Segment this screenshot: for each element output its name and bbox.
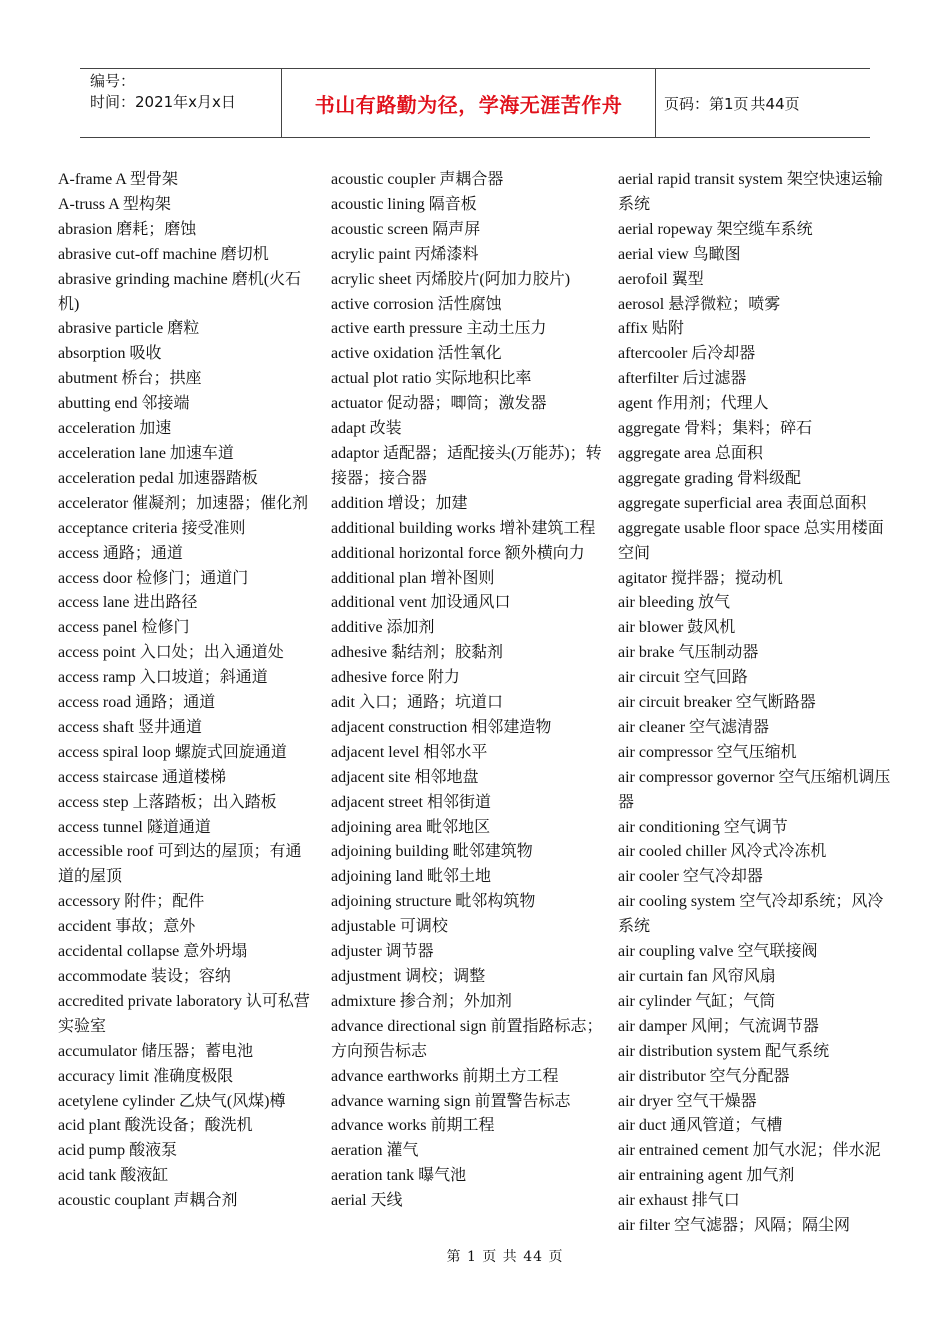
glossary-entry: adjacent level 相邻水平 xyxy=(331,743,488,761)
glossary-entry: agent 作用剂；代理人 xyxy=(618,395,769,413)
glossary-column-3 xyxy=(618,168,894,1239)
glossary-entry: abrasive particle 磨粒 xyxy=(58,320,200,338)
glossary-entry: adjoining area 毗邻地区 xyxy=(331,818,491,836)
glossary-entry: access door 检修门；通道门 xyxy=(58,569,249,587)
header-meta xyxy=(80,69,282,137)
glossary-entry: air duct 通风管道；气槽 xyxy=(618,1117,783,1135)
glossary-entry: acrylic paint 丙烯漆料 xyxy=(331,245,479,263)
glossary-entry: additional building works 增补建筑工程 xyxy=(331,519,596,537)
glossary-entry: aggregate area 总面积 xyxy=(618,444,763,462)
glossary-entry: accommodate 装设；容纳 xyxy=(58,968,231,985)
glossary-entry: access spiral loop 螺旋式回旋通道 xyxy=(58,743,287,761)
glossary-entry: adjoining building 毗邻建筑物 xyxy=(331,843,533,861)
glossary-entry: additive 添加剂 xyxy=(331,619,435,637)
glossary-entry: air filter 空气滤器；风隔；隔尘网 xyxy=(618,1217,850,1235)
glossary-entry: admixture 掺合剂；外加剂 xyxy=(331,992,512,1010)
glossary-entry: air compressor 空气压缩机 xyxy=(618,743,797,761)
glossary-entry: active earth pressure 主动土压力 xyxy=(331,320,547,338)
glossary-column-2 xyxy=(331,168,609,1214)
glossary-entry: acceleration pedal 加速器踏板 xyxy=(58,469,258,487)
glossary-entry: accuracy limit 准确度极限 xyxy=(58,1067,234,1085)
glossary-entry: air exhaust 排气口 xyxy=(618,1192,740,1210)
glossary-entry: acid plant 酸洗设备；酸洗机 xyxy=(58,1117,253,1135)
glossary-entry: A-frame A 型骨架 xyxy=(58,171,178,188)
glossary-entry: affix 贴附 xyxy=(618,320,684,338)
glossary-entry: accessible roof 可到达的屋顶；有通道的屋顶 xyxy=(58,843,302,886)
glossary-entry: access lane 进出路径 xyxy=(58,594,198,612)
glossary-entry: air cooler 空气冷却器 xyxy=(618,868,763,886)
glossary-entry: adjacent construction 相邻建造物 xyxy=(331,718,552,736)
glossary-entry: adjustment 调校；调整 xyxy=(331,968,486,985)
glossary-entry: access tunnel 隧道通道 xyxy=(58,818,211,836)
total-pages-label: 共44页 xyxy=(750,94,800,113)
glossary-entry: abutment 桥台；拱座 xyxy=(58,370,202,388)
glossary-entry: air bleeding 放气 xyxy=(618,594,730,612)
glossary-entry: aggregate usable floor space 总实用楼面空间 xyxy=(618,519,884,562)
glossary-entry: access road 通路；通道 xyxy=(58,694,216,712)
glossary-entry: air entraining agent 加气剂 xyxy=(618,1167,795,1185)
glossary-entry: adjacent site 相邻地盘 xyxy=(331,768,479,786)
document-number-label: 编号： xyxy=(90,72,136,90)
header-motto: 书山有路勤为径，学海无涯苦作舟 xyxy=(282,69,656,137)
glossary-entry: acetylene cylinder 乙炔气(风煤)樽 xyxy=(58,1092,286,1110)
glossary-entry: accelerator 催凝剂；加速器；催化剂 xyxy=(58,494,309,512)
glossary-entry: adjuster 调节器 xyxy=(331,943,434,961)
glossary-entry: acoustic screen 隔声屏 xyxy=(331,220,481,238)
glossary-entry: afterfilter 后过滤器 xyxy=(618,370,747,388)
glossary-entry: aggregate 骨料；集料；碎石 xyxy=(618,420,813,438)
glossary-entry: abrasion 磨耗；磨蚀 xyxy=(58,220,197,238)
glossary-entry: acoustic lining 隔音板 xyxy=(331,195,477,213)
glossary-entry: aerial ropeway 架空缆车系统 xyxy=(618,220,813,238)
glossary-entry: aggregate superficial area 表面总面积 xyxy=(618,494,867,512)
glossary-entry: active oxidation 活性氧化 xyxy=(331,345,502,363)
header-page-number xyxy=(656,69,870,137)
glossary-entry: aerial rapid transit system 架空快速运输系统 xyxy=(618,171,883,213)
glossary-entry: air compressor governor 空气压缩机调压器 xyxy=(618,768,891,811)
glossary-entry: air damper 风闸；气流调节器 xyxy=(618,1017,819,1035)
glossary-entry: aerial view 鸟瞰图 xyxy=(618,245,741,263)
glossary-entry: air blower 鼓风机 xyxy=(618,619,736,637)
glossary-entry: accredited private laboratory 认可私营实验室 xyxy=(58,992,310,1035)
current-page-label: 页码：第1页 xyxy=(664,94,749,113)
glossary-entry: air entrained cement 加气水泥；伴水泥 xyxy=(618,1142,881,1160)
glossary-entry: aerial 天线 xyxy=(331,1192,403,1210)
glossary-entry: advance directional sign 前置指路标志；方向预告标志 xyxy=(331,1017,603,1060)
glossary-entry: aerofoil 翼型 xyxy=(618,270,704,288)
glossary-entry: access staircase 通道楼梯 xyxy=(58,768,226,786)
glossary-entry: air circuit 空气回路 xyxy=(618,669,748,687)
glossary-entry: adjustable 可调校 xyxy=(331,918,448,936)
glossary-entry: additional horizontal force 额外横向力 xyxy=(331,544,585,562)
document-date-label: 时间：2021年x月x日 xyxy=(90,93,236,111)
glossary-entry: addition 增设；加建 xyxy=(331,494,468,512)
glossary-entry: air conditioning 空气调节 xyxy=(618,818,788,836)
glossary-entry: access shaft 竖井通道 xyxy=(58,718,202,736)
glossary-entry: air brake 气压制动器 xyxy=(618,644,759,662)
glossary-entry: acceptance criteria 接受准则 xyxy=(58,519,246,537)
glossary-entry: adaptor 适配器；适配接头(万能苏)；转接器；接合器 xyxy=(331,444,602,487)
glossary-entry: acceleration 加速 xyxy=(58,420,172,438)
glossary-entry: access panel 检修门 xyxy=(58,619,190,637)
glossary-entry: air coupling valve 空气联接阀 xyxy=(618,943,818,961)
glossary-entry: acid pump 酸液泵 xyxy=(58,1142,178,1160)
glossary-entry: abrasive cut-off machine 磨切机 xyxy=(58,245,269,263)
glossary-entry: advance works 前期工程 xyxy=(331,1117,495,1135)
glossary-entry: air cleaner 空气滤清器 xyxy=(618,718,770,736)
glossary-entry: adhesive force 附力 xyxy=(331,669,460,687)
glossary-entry: adjoining land 毗邻土地 xyxy=(331,868,491,886)
glossary-entry: A-truss A 型构架 xyxy=(58,195,171,213)
glossary-entry: acoustic coupler 声耦合器 xyxy=(331,171,504,188)
glossary-entry: adjoining structure 毗邻构筑物 xyxy=(331,893,536,911)
glossary-entry: actuator 促动器；唧筒；激发器 xyxy=(331,395,547,413)
glossary-entry: adhesive 黏结剂；胶黏剂 xyxy=(331,644,503,662)
glossary-entry: additional plan 增补图则 xyxy=(331,569,495,587)
glossary-entry: air distributor 空气分配器 xyxy=(618,1067,790,1085)
glossary-entry: air circuit breaker 空气断路器 xyxy=(618,694,816,712)
glossary-entry: access 通路；通道 xyxy=(58,544,183,562)
glossary-entry: advance warning sign 前置警告标志 xyxy=(331,1092,571,1110)
glossary-entry: acid tank 酸液缸 xyxy=(58,1167,169,1185)
glossary-entry: air curtain fan 风帘风扇 xyxy=(618,968,776,985)
glossary-entry: accidental collapse 意外坍塌 xyxy=(58,943,248,961)
glossary-entry: additional vent 加设通风口 xyxy=(331,594,511,612)
glossary-entry: air cylinder 气缸；气筒 xyxy=(618,992,776,1010)
glossary-entry: air cooling system 空气冷却系统；风冷系统 xyxy=(618,893,884,936)
glossary-entry: absorption 吸收 xyxy=(58,345,162,363)
glossary-entry: access ramp 入口坡道；斜通道 xyxy=(58,669,268,687)
glossary-entry: acceleration lane 加速车道 xyxy=(58,444,234,462)
glossary-entry: accessory 附件；配件 xyxy=(58,893,205,911)
page-header xyxy=(80,68,870,138)
glossary-entry: acrylic sheet 丙烯胶片(阿加力胶片) xyxy=(331,270,571,288)
glossary-entry: aeration tank 曝气池 xyxy=(331,1167,467,1185)
glossary-entry: air distribution system 配气系统 xyxy=(618,1042,830,1060)
glossary-entry: aggregate grading 骨料级配 xyxy=(618,469,802,487)
glossary-column-1 xyxy=(58,168,316,1214)
glossary-entry: acoustic couplant 声耦合剂 xyxy=(58,1192,238,1210)
glossary-entry: aerosol 悬浮微粒；喷雾 xyxy=(618,295,781,313)
glossary-entry: adit 入口；通路；坑道口 xyxy=(331,694,503,712)
glossary-entry: abutting end 邻接端 xyxy=(58,395,190,413)
glossary-entry: accumulator 储压器；蓄电池 xyxy=(58,1042,254,1060)
glossary-entry: access point 入口处；出入通道处 xyxy=(58,644,284,662)
page-footer: 第 1 页 共 44 页 xyxy=(446,1249,564,1265)
glossary-entry: active corrosion 活性腐蚀 xyxy=(331,295,502,313)
glossary-entry: agitator 搅拌器；搅动机 xyxy=(618,569,783,587)
glossary-entry: adjacent street 相邻街道 xyxy=(331,793,491,811)
glossary-entry: aeration 灌气 xyxy=(331,1142,419,1160)
glossary-entry: advance earthworks 前期土方工程 xyxy=(331,1067,559,1085)
glossary-entry: accident 事故；意外 xyxy=(58,918,196,936)
glossary-entry: air dryer 空气干燥器 xyxy=(618,1092,757,1110)
glossary-entry: actual plot ratio 实际地积比率 xyxy=(331,370,532,388)
glossary-entry: access step 上落踏板；出入踏板 xyxy=(58,793,277,811)
glossary-entry: abrasive grinding machine 磨机(火石机) xyxy=(58,270,302,313)
glossary-entry: aftercooler 后冷却器 xyxy=(618,345,756,363)
glossary-entry: adapt 改装 xyxy=(331,420,402,438)
glossary-entry: air cooled chiller 风冷式冷冻机 xyxy=(618,843,827,861)
